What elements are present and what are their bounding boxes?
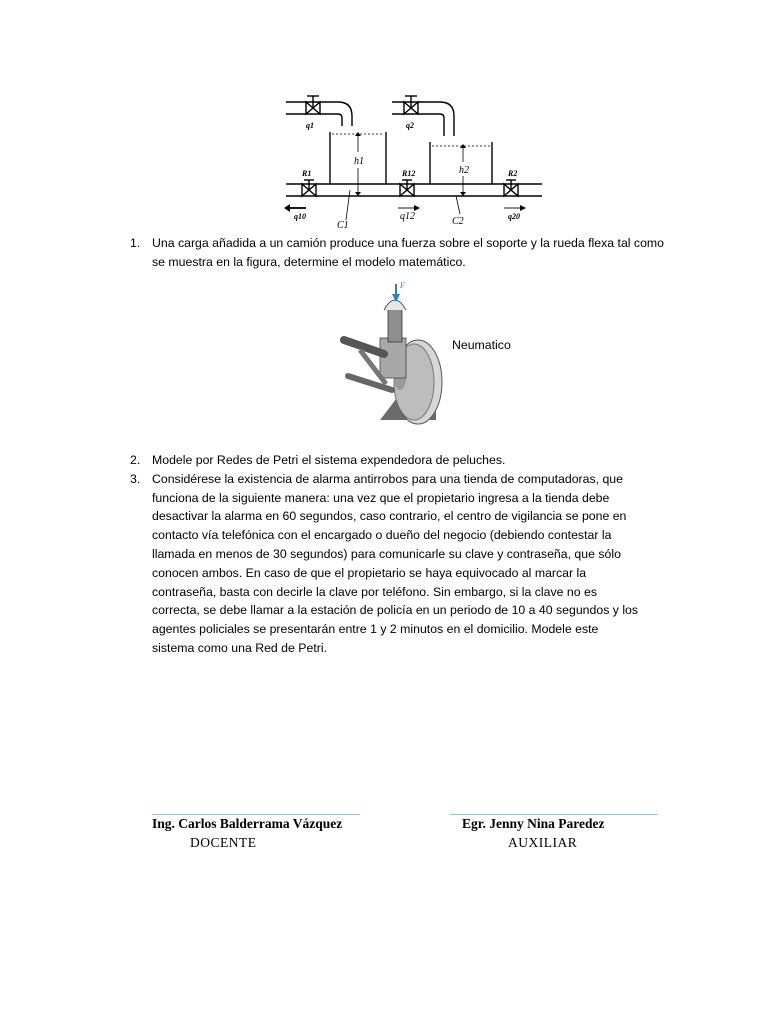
- figure-label-neumatico: Neumatico: [452, 338, 511, 352]
- fig1-label-h1: h1: [354, 156, 364, 167]
- question-2: [130, 451, 672, 470]
- fig1-label-c1: C1: [337, 220, 349, 231]
- fig1-label-q10: q10: [294, 212, 306, 221]
- question-3: [130, 470, 644, 658]
- fig1-label-q20: q20: [508, 212, 520, 221]
- question-number: 3.: [130, 471, 141, 486]
- fig1-label-c2: C2: [452, 216, 464, 227]
- fig1-label-h2: h2: [459, 165, 469, 176]
- signature-role-auxiliar: AUXILIAR: [508, 835, 578, 850]
- fig1-label-q1: q1: [306, 121, 314, 130]
- force-label: F: [400, 281, 405, 290]
- signature-line-auxiliar: [450, 814, 658, 815]
- fig1-label-r12: R12: [402, 169, 416, 178]
- question-text: Una carga añadida a un camión produce una fuerza sobre el soporte y la rueda flexa tal como se muestra en la figura, determine el modelo matemático.: [152, 236, 665, 269]
- signature-name-auxiliar: Egr. Jenny Nina Paredez: [462, 816, 605, 831]
- signature-role-docente: DOCENTE: [190, 835, 257, 850]
- signature-line-docente: [152, 814, 360, 815]
- question-1: [130, 234, 672, 272]
- question-number: 1.: [130, 236, 141, 250]
- fig1-label-r2: R2: [508, 169, 518, 178]
- fig1-label-q2: q2: [406, 121, 414, 130]
- question-number: 2.: [130, 453, 141, 467]
- fig1-label-q12: q12: [400, 211, 415, 222]
- two-tank-system-figure: [280, 92, 550, 232]
- wheel-suspension-figure: [340, 280, 460, 430]
- signature-name-docente: Ing. Carlos Balderrama Vázquez: [152, 816, 343, 831]
- question-text: Considérese la existencia de alarma antirrobos para una tienda de computadoras, que funciona de la siguiente manera: una vez que el propietario ingresa a la tienda debe desactivar la alarma en 60 segundos, caso contrario, el centro de vigilancia se pone en contacto vía telefónica con el encargado o dueño del negocio (debiendo contestar la llamada en menos de 30 segundos) para comunicarle su clave y contraseña, que sólo conocen ambos. En caso de que el propietario se haya equivocado al marcar la contraseña, basta con decirle la clave por teléfono. Sin embargo, si la clave no es correcta, se debe llamar a la estación de policía en un periodo de 10 a 40 segundos y los agentes policiales se presentarán entre 1 y 2 minutos en el domicilio. Modele este sistema como una Red de Petri.: [152, 471, 639, 655]
- question-text: Modele por Redes de Petri el sistema expendedora de peluches.: [152, 453, 506, 467]
- fig1-label-r1: R1: [302, 169, 312, 178]
